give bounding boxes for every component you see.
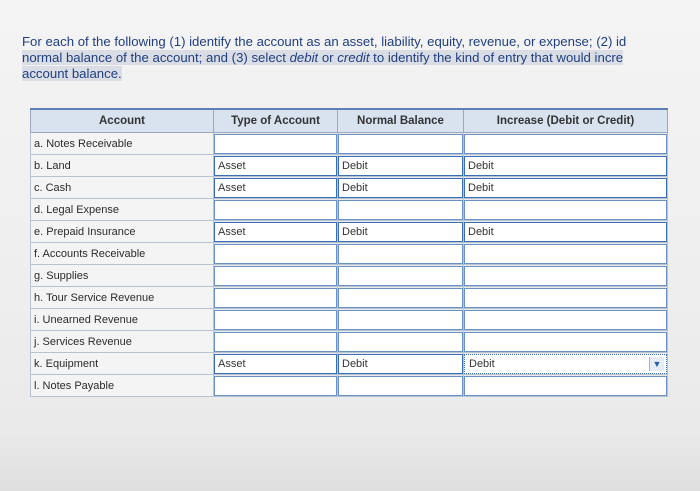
instructions-text [22,34,700,82]
increase-field[interactable] [464,266,667,286]
account-name-cell: a. Notes Receivable [31,133,214,155]
instructions-line-1: For each of the following (1) identify the account as an asset, liability, equity, revenue, or expense; (2) id [22,34,627,49]
header-type-of-account: Type of Account [214,109,338,133]
instructions-line-2-part-c: or [318,50,338,65]
normal-balance-field[interactable] [338,200,463,220]
normal-balance-field[interactable] [338,288,463,308]
increase-field-cell [464,375,668,397]
normal-balance-field-cell [338,287,464,309]
type-of-account-field[interactable] [214,288,337,308]
account-name-cell: k. Equipment [31,353,214,375]
type-of-account-field-cell [214,287,338,309]
type-of-account-field-cell [214,177,338,199]
increase-field-cell [464,221,668,243]
type-of-account-field-cell [214,199,338,221]
table-row [31,221,668,243]
type-of-account-field-cell [214,221,338,243]
type-of-account-field[interactable] [214,266,337,286]
normal-balance-field-cell [338,155,464,177]
increase-field-cell [464,177,668,199]
normal-balance-field-cell [338,331,464,353]
type-of-account-field[interactable]: Asset [214,178,337,198]
table-row [31,287,668,309]
account-table-container [30,108,670,397]
increase-field[interactable]: Debit [464,156,667,176]
header-account: Account [31,109,214,133]
type-of-account-field[interactable] [214,200,337,220]
type-of-account-field-cell [214,243,338,265]
table-row [31,331,668,353]
normal-balance-field[interactable] [338,244,463,264]
type-of-account-field[interactable] [214,332,337,352]
table-row [31,199,668,221]
type-of-account-field[interactable] [214,376,337,396]
photo-shading [0,431,700,491]
increase-field-cell [464,331,668,353]
increase-field[interactable] [464,244,667,264]
increase-field-cell [464,353,668,375]
type-of-account-field[interactable] [214,310,337,330]
instructions-line-2-part-a: normal balance of the account; and (3) select [22,50,290,65]
increase-field[interactable] [464,200,667,220]
table-header-row [31,109,668,133]
increase-field[interactable] [464,310,667,330]
account-name-cell: l. Notes Payable [31,375,214,397]
increase-field[interactable] [464,376,667,396]
increase-field[interactable] [464,288,667,308]
account-name-cell: i. Unearned Revenue [31,309,214,331]
normal-balance-field[interactable] [338,266,463,286]
normal-balance-field-cell [338,221,464,243]
normal-balance-field-cell [338,243,464,265]
account-name-cell: j. Services Revenue [31,331,214,353]
instructions-line-3-text: account balance. [22,66,122,81]
increase-select[interactable] [464,354,667,374]
table-row [31,155,668,177]
normal-balance-field[interactable]: Debit [338,222,463,242]
increase-field-cell [464,133,668,155]
type-of-account-field-cell [214,309,338,331]
table-row [31,375,668,397]
increase-field[interactable]: Debit [464,222,667,242]
normal-balance-field[interactable] [338,310,463,330]
increase-field-cell [464,287,668,309]
type-of-account-field-cell [214,331,338,353]
normal-balance-field-cell [338,133,464,155]
increase-field-cell [464,243,668,265]
type-of-account-field-cell [214,155,338,177]
increase-field-cell [464,309,668,331]
account-table [30,108,668,397]
type-of-account-field-cell [214,133,338,155]
type-of-account-field[interactable] [214,244,337,264]
account-name-cell: h. Tour Service Revenue [31,287,214,309]
account-name-cell: c. Cash [31,177,214,199]
instructions-line-3 [22,66,700,82]
normal-balance-field-cell [338,199,464,221]
table-row [31,133,668,155]
account-name-cell: e. Prepaid Insurance [31,221,214,243]
table-row [31,353,668,375]
increase-select-value: Debit [469,357,495,370]
normal-balance-field[interactable] [338,376,463,396]
chevron-down-icon[interactable]: ▼ [649,357,664,371]
normal-balance-field-cell [338,309,464,331]
normal-balance-field[interactable] [338,332,463,352]
increase-field-cell [464,155,668,177]
type-of-account-field-cell [214,265,338,287]
normal-balance-field[interactable]: Debit [338,156,463,176]
normal-balance-field-cell [338,265,464,287]
increase-field-cell [464,265,668,287]
instructions-line-2-part-e: to identify the kind of entry that would incre [369,50,624,65]
normal-balance-field-cell [338,375,464,397]
type-of-account-field[interactable]: Asset [214,156,337,176]
increase-field[interactable]: Debit [464,178,667,198]
table-row [31,243,668,265]
type-of-account-field-cell [214,353,338,375]
normal-balance-field[interactable]: Debit [338,354,463,374]
account-name-cell: b. Land [31,155,214,177]
table-row [31,177,668,199]
table-row [31,265,668,287]
normal-balance-field-cell [338,353,464,375]
increase-field[interactable] [464,332,667,352]
increase-field[interactable] [464,134,667,154]
header-normal-balance: Normal Balance [338,109,464,133]
increase-field-cell [464,199,668,221]
normal-balance-field[interactable]: Debit [338,178,463,198]
account-name-cell: f. Accounts Receivable [31,243,214,265]
instructions-debit-term: debit [289,50,319,65]
header-increase: Increase (Debit or Credit) [464,109,668,133]
instructions-credit-term: credit [337,50,370,65]
type-of-account-field[interactable]: Asset [214,354,337,374]
account-name-cell: d. Legal Expense [31,199,214,221]
account-name-cell: g. Supplies [31,265,214,287]
type-of-account-field[interactable]: Asset [214,222,337,242]
normal-balance-field-cell [338,177,464,199]
type-of-account-field-cell [214,375,338,397]
table-row [31,309,668,331]
instructions-line-2 [22,50,700,66]
normal-balance-field[interactable] [338,134,463,154]
type-of-account-field[interactable] [214,134,337,154]
